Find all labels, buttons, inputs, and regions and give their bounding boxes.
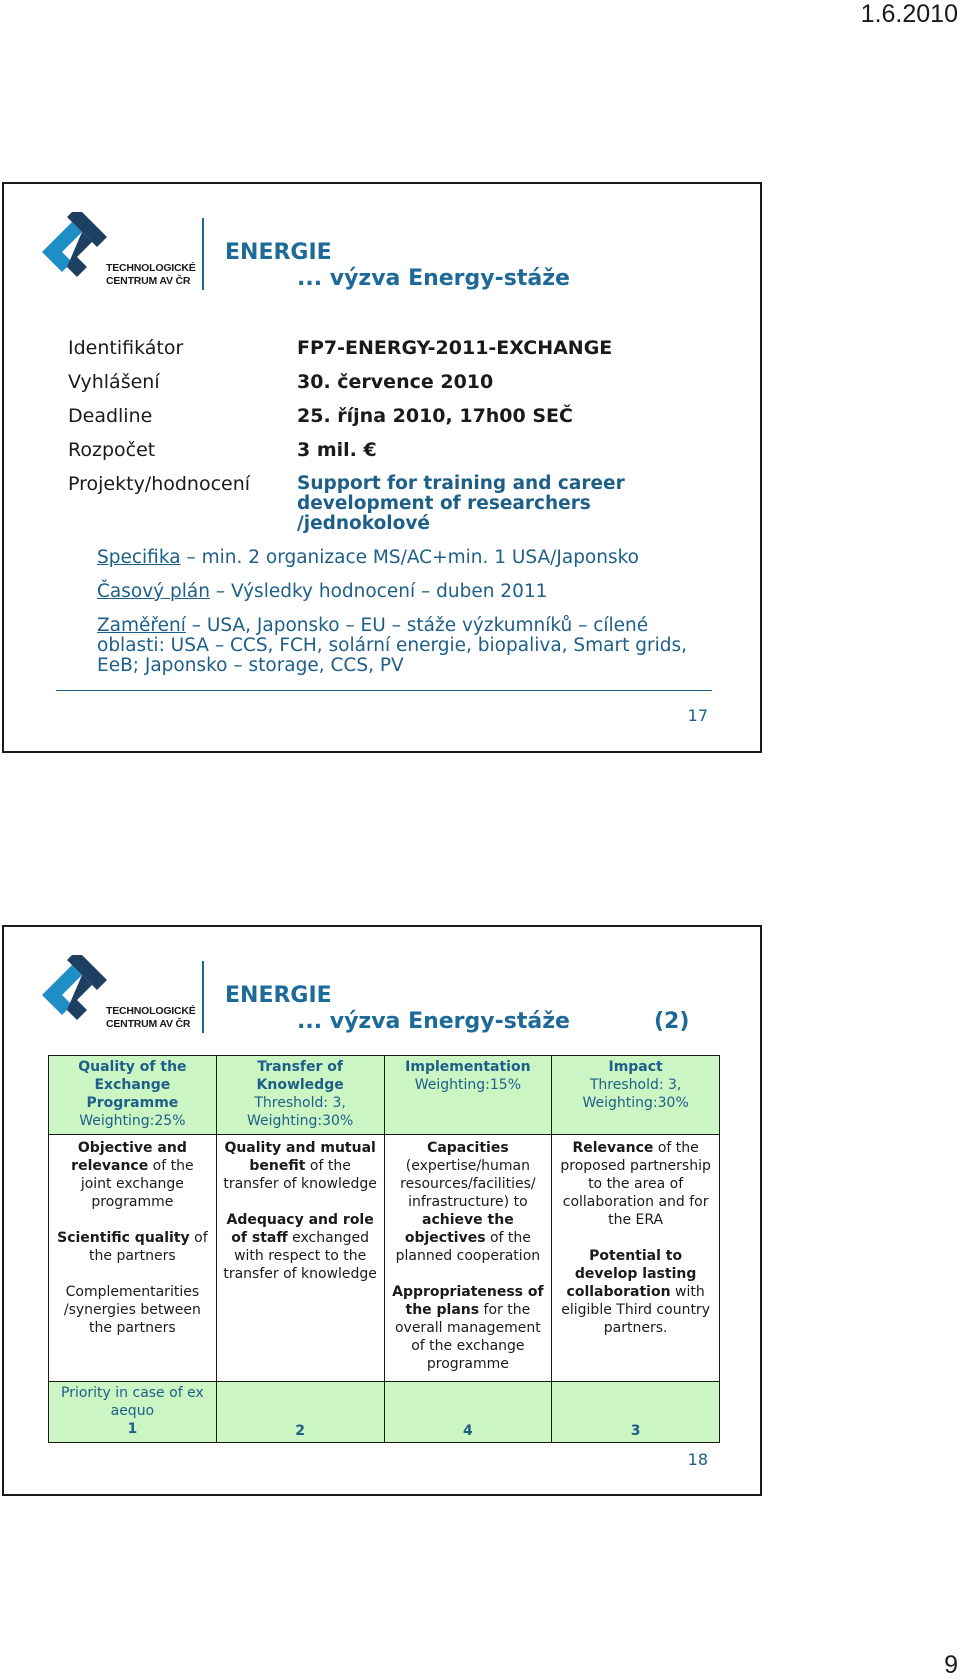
table-criteria-row	[49, 1135, 720, 1382]
slide-title: ENERGIE	[225, 983, 332, 1008]
info-row	[68, 405, 573, 427]
header-cell: Implementation Weighting:15%	[384, 1056, 552, 1135]
priority-cell: 2	[216, 1382, 384, 1443]
page-number: 9	[944, 1651, 958, 1679]
info-label: Vyhlášení	[68, 371, 160, 393]
slide-number: 17	[687, 706, 708, 725]
priority-cell: 4	[384, 1382, 552, 1443]
tc-logo-icon	[32, 212, 112, 302]
info-row	[68, 473, 297, 495]
table-priority-row	[49, 1382, 720, 1443]
priority-cell: 3	[552, 1382, 720, 1443]
slide-17	[2, 182, 762, 753]
info-label: Deadline	[68, 405, 153, 427]
page-date: 1.6.2010	[860, 0, 958, 28]
header-cell: Quality of the Exchange Programme Weighting:25%	[49, 1056, 217, 1135]
criteria-cell: Relevance of the proposed partnership to the area of collaboration and for the ERA Potential to develop lasting collaboration with eligible Third country partners.	[552, 1135, 720, 1382]
header-cell: Impact Threshold: 3, Weighting:30%	[552, 1056, 720, 1135]
note-zamereni: Zaměření – USA, Japonsko – EU – stáže výzkumníků – cílené oblasti: USA – CCS, FCH, solární energie, biopaliva, Smart grids, EeB; Japonsko – storage, CCS, PV	[97, 615, 688, 676]
title-divider	[202, 218, 204, 290]
info-value-projects: Support for training and career development of researchers /jednokolové	[297, 473, 625, 534]
header-cell: Transfer of Knowledge Threshold: 3, Weighting:30%	[216, 1056, 384, 1135]
info-row	[68, 439, 377, 461]
tc-logo-text: TECHNOLOGICKÉ CENTRUM AV ČR	[106, 262, 196, 287]
tc-logo	[32, 212, 196, 292]
title-divider	[202, 961, 204, 1033]
tc-logo-text: TECHNOLOGICKÉ CENTRUM AV ČR	[106, 1005, 196, 1030]
info-row	[68, 371, 493, 393]
slide-subtitle: ... výzva Energy-stáže	[297, 1009, 570, 1034]
priority-cell: Priority in case of ex aequo 1	[49, 1382, 217, 1443]
slide-number: 18	[687, 1450, 708, 1469]
tc-logo	[32, 955, 196, 1035]
slide-title: ENERGIE	[225, 240, 332, 265]
info-value: 3 mil. €	[297, 439, 377, 461]
tc-logo-icon	[32, 955, 112, 1045]
info-label: Projekty/hodnocení	[68, 473, 251, 495]
note-specifika: Specifika – min. 2 organizace MS/AC+min. 1 USA/Japonsko	[97, 547, 639, 568]
info-value: 25. října 2010, 17h00 SEČ	[297, 405, 573, 427]
note-casovy-plan: Časový plán – Výsledky hodnocení – duben 2011	[97, 581, 548, 602]
evaluation-criteria-table	[48, 1055, 720, 1443]
slide-title-suffix: (2)	[654, 1009, 690, 1034]
criteria-cell: Objective and relevance of the joint exchange programme Scientific quality of the partners Complementarities /synergies between the partners	[49, 1135, 217, 1382]
criteria-cell: Capacities (expertise/human resources/facilities/ infrastructure) to achieve the objectives of the planned cooperation Appropriateness of the plans for the overall management of the exchange programme	[384, 1135, 552, 1382]
info-value: FP7-ENERGY-2011-EXCHANGE	[297, 337, 613, 359]
info-value: 30. července 2010	[297, 371, 494, 393]
table-header-row	[49, 1056, 720, 1135]
info-label: Rozpočet	[68, 439, 156, 461]
slide-18	[2, 925, 762, 1496]
info-row	[68, 337, 612, 359]
criteria-cell: Quality and mutual benefit of the transfer of knowledge Adequacy and role of staff exchanged with respect to the transfer of knowledge	[216, 1135, 384, 1382]
slide-subtitle: ... výzva Energy-stáže	[297, 266, 570, 291]
info-label: Identifikátor	[68, 337, 184, 359]
slide-rule	[56, 690, 712, 691]
